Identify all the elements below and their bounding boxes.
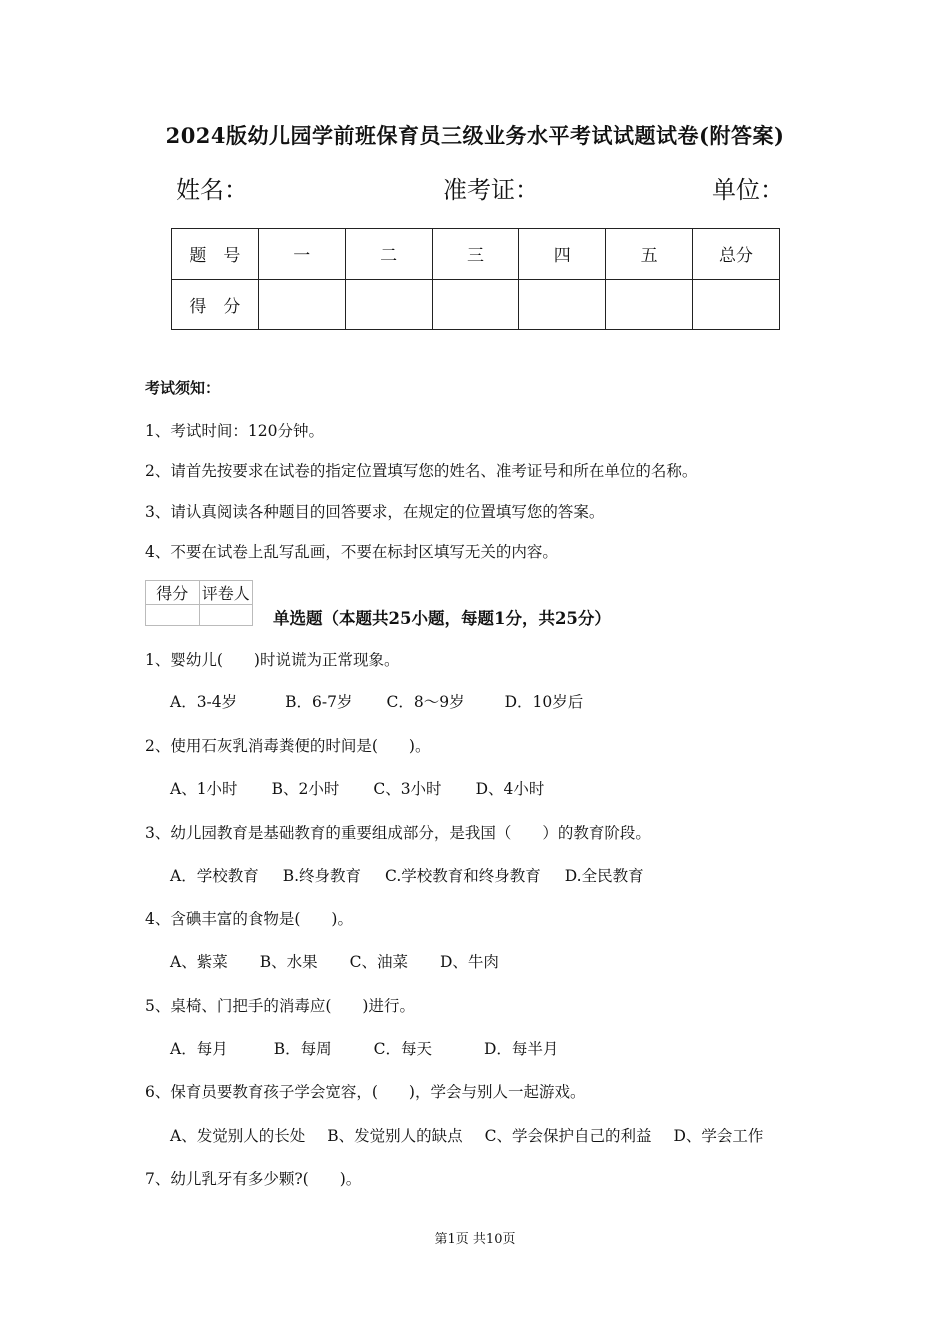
candidate-info-row bbox=[0, 170, 950, 202]
question-text: 7、幼儿乳牙有多少颗?( )。 bbox=[145, 1170, 362, 1188]
question-options bbox=[170, 690, 605, 712]
option[interactable]: A、紫菜 bbox=[170, 953, 228, 971]
grader-score-cell[interactable] bbox=[146, 605, 200, 626]
notice-item: 1、考试时间：120分钟。 bbox=[145, 422, 324, 440]
score-header-cell: 二 bbox=[345, 229, 432, 280]
notice-item: 3、请认真阅读各种题目的回答要求，在规定的位置填写您的答案。 bbox=[145, 503, 605, 521]
option[interactable]: A．学校教育 bbox=[170, 867, 259, 885]
score-header-cell: 三 bbox=[432, 229, 519, 280]
question-text: 3、幼儿园教育是基础教育的重要组成部分，是我国（ ）的教育阶段。 bbox=[145, 824, 651, 842]
option[interactable]: C、3小时 bbox=[373, 780, 442, 798]
question-options bbox=[170, 1124, 785, 1146]
score-table-header-row bbox=[172, 229, 780, 280]
grader-reviewer-cell[interactable] bbox=[199, 605, 253, 626]
notice-title: 考试须知： bbox=[145, 379, 221, 397]
score-cell[interactable] bbox=[345, 279, 432, 330]
question-text: 6、保育员要教育孩子学会宽容，( )，学会与别人一起游戏。 bbox=[145, 1083, 586, 1101]
score-header-cell: 四 bbox=[519, 229, 606, 280]
option[interactable]: D．每半月 bbox=[483, 1040, 559, 1058]
score-cell[interactable] bbox=[258, 279, 345, 330]
score-cell[interactable] bbox=[519, 279, 606, 330]
option[interactable]: C．每天 bbox=[373, 1040, 432, 1058]
unit-label: 单位： bbox=[712, 176, 784, 204]
notice-item: 4、不要在试卷上乱写乱画，不要在标封区填写无关的内容。 bbox=[145, 543, 558, 561]
question-text: 1、婴幼儿( )时说谎为正常现象。 bbox=[145, 651, 400, 669]
option[interactable]: A．每月 bbox=[170, 1040, 228, 1058]
question-text: 4、含碘丰富的食物是( )。 bbox=[145, 910, 353, 928]
option[interactable]: B．每周 bbox=[273, 1040, 332, 1058]
score-table bbox=[171, 228, 780, 330]
grader-reviewer-label: 评卷人 bbox=[199, 581, 253, 605]
name-label: 姓名： bbox=[176, 176, 248, 204]
section-title: 单选题（本题共25小题，每题1分，共25分） bbox=[273, 609, 611, 628]
option[interactable]: D、学会工作 bbox=[673, 1127, 764, 1145]
score-table-score-row bbox=[172, 279, 780, 330]
option[interactable]: A、1小时 bbox=[170, 780, 238, 798]
notice-item: 2、请首先按要求在试卷的指定位置填写您的姓名、准考证号和所在单位的名称。 bbox=[145, 462, 698, 480]
question-text: 2、使用石灰乳消毒粪便的时间是( )。 bbox=[145, 737, 431, 755]
question-options bbox=[170, 950, 521, 972]
option[interactable]: C、油菜 bbox=[349, 953, 408, 971]
option[interactable]: A．3-4岁 bbox=[170, 693, 238, 711]
option[interactable]: D.全民教育 bbox=[564, 867, 644, 885]
question-options bbox=[170, 1037, 580, 1059]
score-header-cell: 题 号 bbox=[172, 229, 259, 280]
page-title: 2024版幼儿园学前班保育员三级业务水平考试试题试卷(附答案) bbox=[165, 123, 785, 148]
option[interactable]: B、发觉别人的缺点 bbox=[327, 1127, 463, 1145]
question-text: 5、桌椅、门把手的消毒应( )进行。 bbox=[145, 997, 415, 1015]
option[interactable]: D．10岁后 bbox=[504, 693, 584, 711]
grader-score-label: 得分 bbox=[146, 581, 200, 605]
score-cell[interactable] bbox=[432, 279, 519, 330]
page-footer: 第1页 共10页 bbox=[434, 1232, 516, 1247]
grader-box bbox=[145, 580, 253, 626]
question-options bbox=[170, 864, 666, 886]
option[interactable]: B．6-7岁 bbox=[285, 693, 353, 711]
option[interactable]: D、牛肉 bbox=[439, 953, 499, 971]
score-header-cell: 一 bbox=[258, 229, 345, 280]
score-cell[interactable] bbox=[606, 279, 693, 330]
question-options bbox=[170, 777, 566, 799]
option[interactable]: C、学会保护自己的利益 bbox=[484, 1127, 652, 1145]
option[interactable]: B.终身教育 bbox=[282, 867, 362, 885]
option[interactable]: D、4小时 bbox=[475, 780, 545, 798]
score-header-cell: 总分 bbox=[693, 229, 780, 280]
score-header-cell: 五 bbox=[606, 229, 693, 280]
option[interactable]: B、2小时 bbox=[271, 780, 340, 798]
score-cell[interactable] bbox=[693, 279, 780, 330]
option[interactable]: C．8～9岁 bbox=[386, 693, 465, 711]
exam-number-label: 准考证： bbox=[443, 176, 539, 204]
option[interactable]: B、水果 bbox=[259, 953, 318, 971]
score-row-label: 得 分 bbox=[172, 279, 259, 330]
option[interactable]: A、发觉别人的长处 bbox=[170, 1127, 306, 1145]
option[interactable]: C.学校教育和终身教育 bbox=[385, 867, 541, 885]
